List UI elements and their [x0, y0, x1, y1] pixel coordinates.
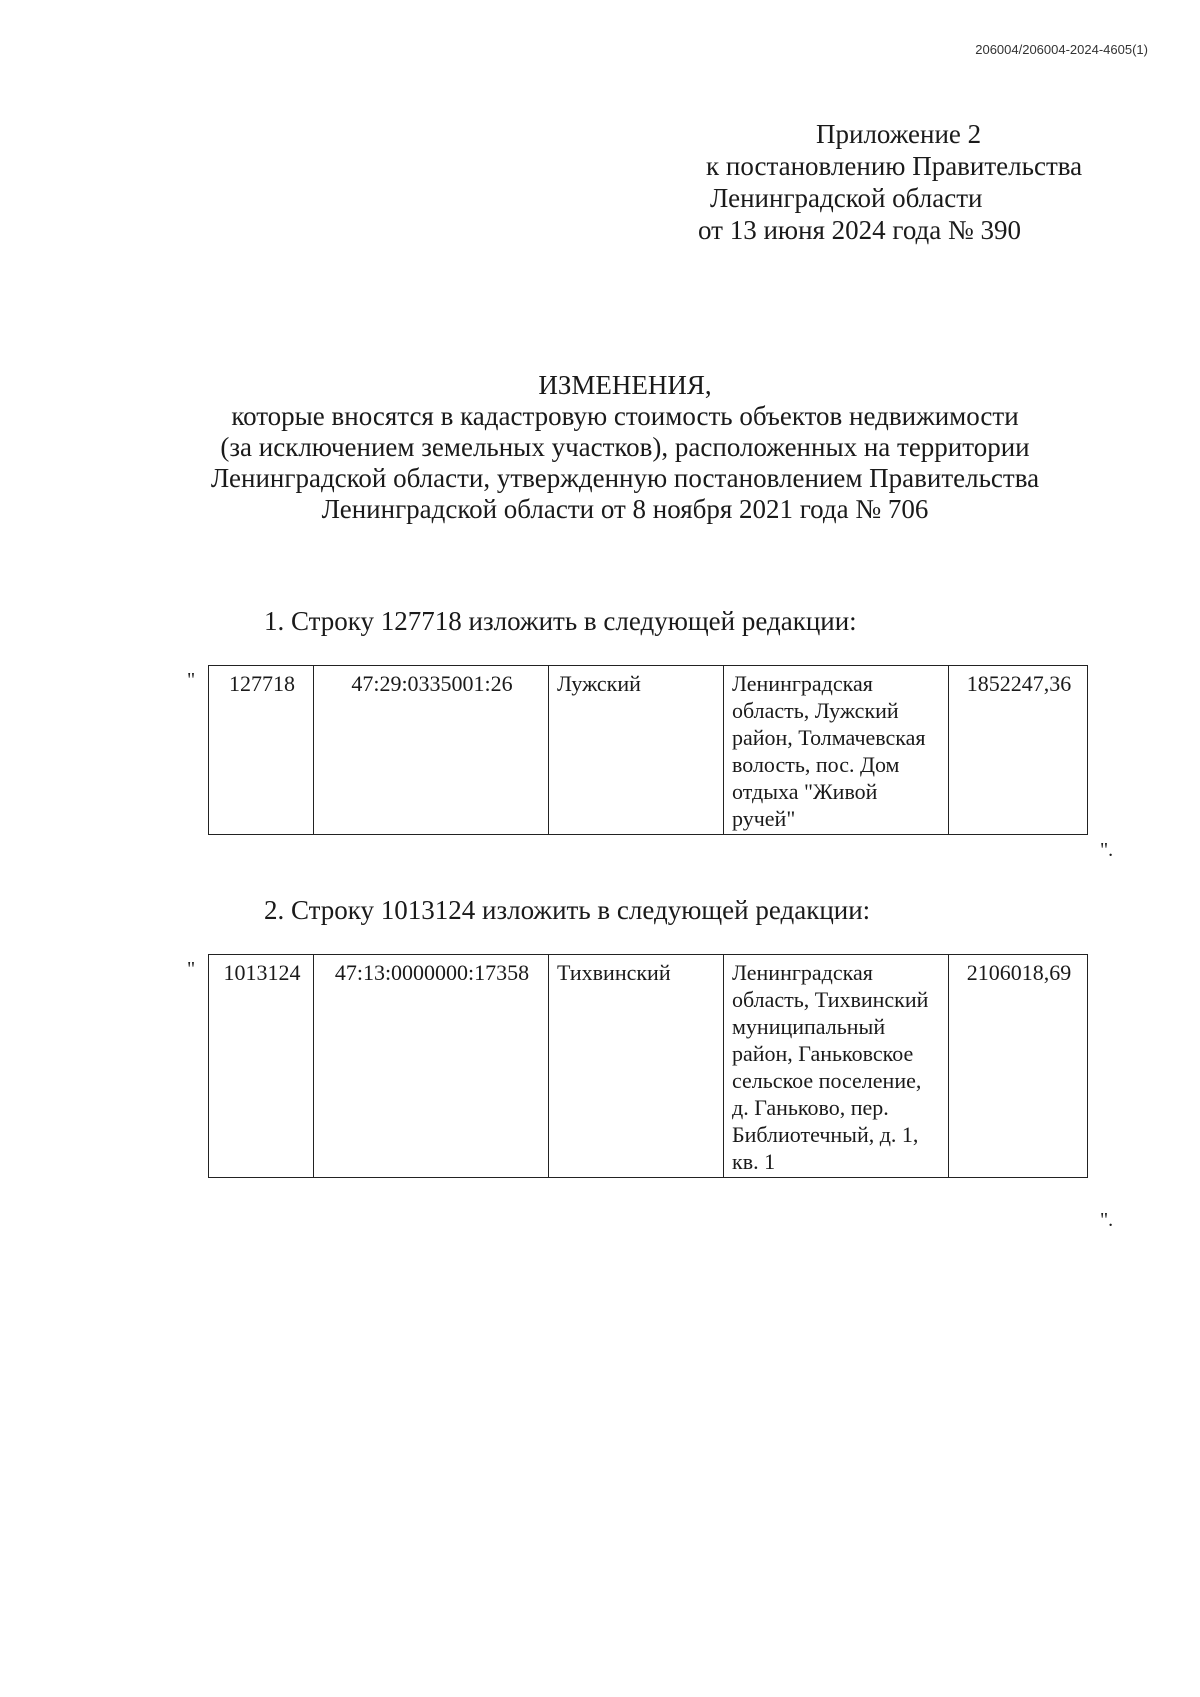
document-title	[160, 370, 1090, 525]
title-line: (за исключением земельных участков), расположенных на территории	[220, 432, 1030, 462]
table-row	[209, 666, 1088, 835]
item-1-open-quote: "	[187, 669, 196, 691]
item-1-close-quote: ".	[1100, 839, 1114, 861]
row-number: 1013124	[209, 955, 314, 1178]
appendix-region: Ленинградской области	[710, 183, 983, 213]
row-number: 127718	[209, 666, 314, 835]
cadastral-value: 1852247,36	[949, 666, 1088, 835]
title-line: которые вносятся в кадастровую стоимость объектов недвижимости	[231, 401, 1019, 431]
item-2-table	[208, 954, 1088, 1178]
district: Лужский	[549, 666, 724, 835]
appendix-date: от 13 июня 2024 года № 390	[698, 215, 1022, 245]
address: Ленинградская область, Лужский район, Толмачевская волость, пос. Дом отдыха "Живой ручей"	[724, 666, 949, 835]
appendix-decree: к постановлению Правительства	[706, 151, 1083, 181]
cadastral-number: 47:13:0000000:17358	[314, 955, 549, 1178]
item-2-close-quote: ".	[1100, 1209, 1114, 1231]
appendix-label: Приложение 2	[816, 119, 982, 149]
document-id: 206004/206004-2024-4605(1)	[975, 42, 1148, 57]
item-1-heading: 1. Строку 127718 изложить в следующей редакции:	[264, 606, 857, 636]
appendix-reference	[690, 118, 1110, 246]
table-row	[209, 955, 1088, 1178]
title-line: Ленинградской области от 8 ноября 2021 года № 706	[321, 494, 929, 524]
title-heading: ИЗМЕНЕНИЯ,	[538, 370, 712, 400]
item-2-heading: 2. Строку 1013124 изложить в следующей редакции:	[264, 895, 871, 925]
title-line: Ленинградской области, утвержденную постановлением Правительства	[210, 463, 1040, 493]
address: Ленинградская область, Тихвинский муниципальный район, Ганьковское сельское поселение, д. Ганьково, пер. Библиотечный, д. 1, кв. 1	[724, 955, 949, 1178]
item-2-open-quote: "	[187, 958, 196, 980]
item-1-table	[208, 665, 1088, 835]
cadastral-number: 47:29:0335001:26	[314, 666, 549, 835]
cadastral-value: 2106018,69	[949, 955, 1088, 1178]
district: Тихвинский	[549, 955, 724, 1178]
